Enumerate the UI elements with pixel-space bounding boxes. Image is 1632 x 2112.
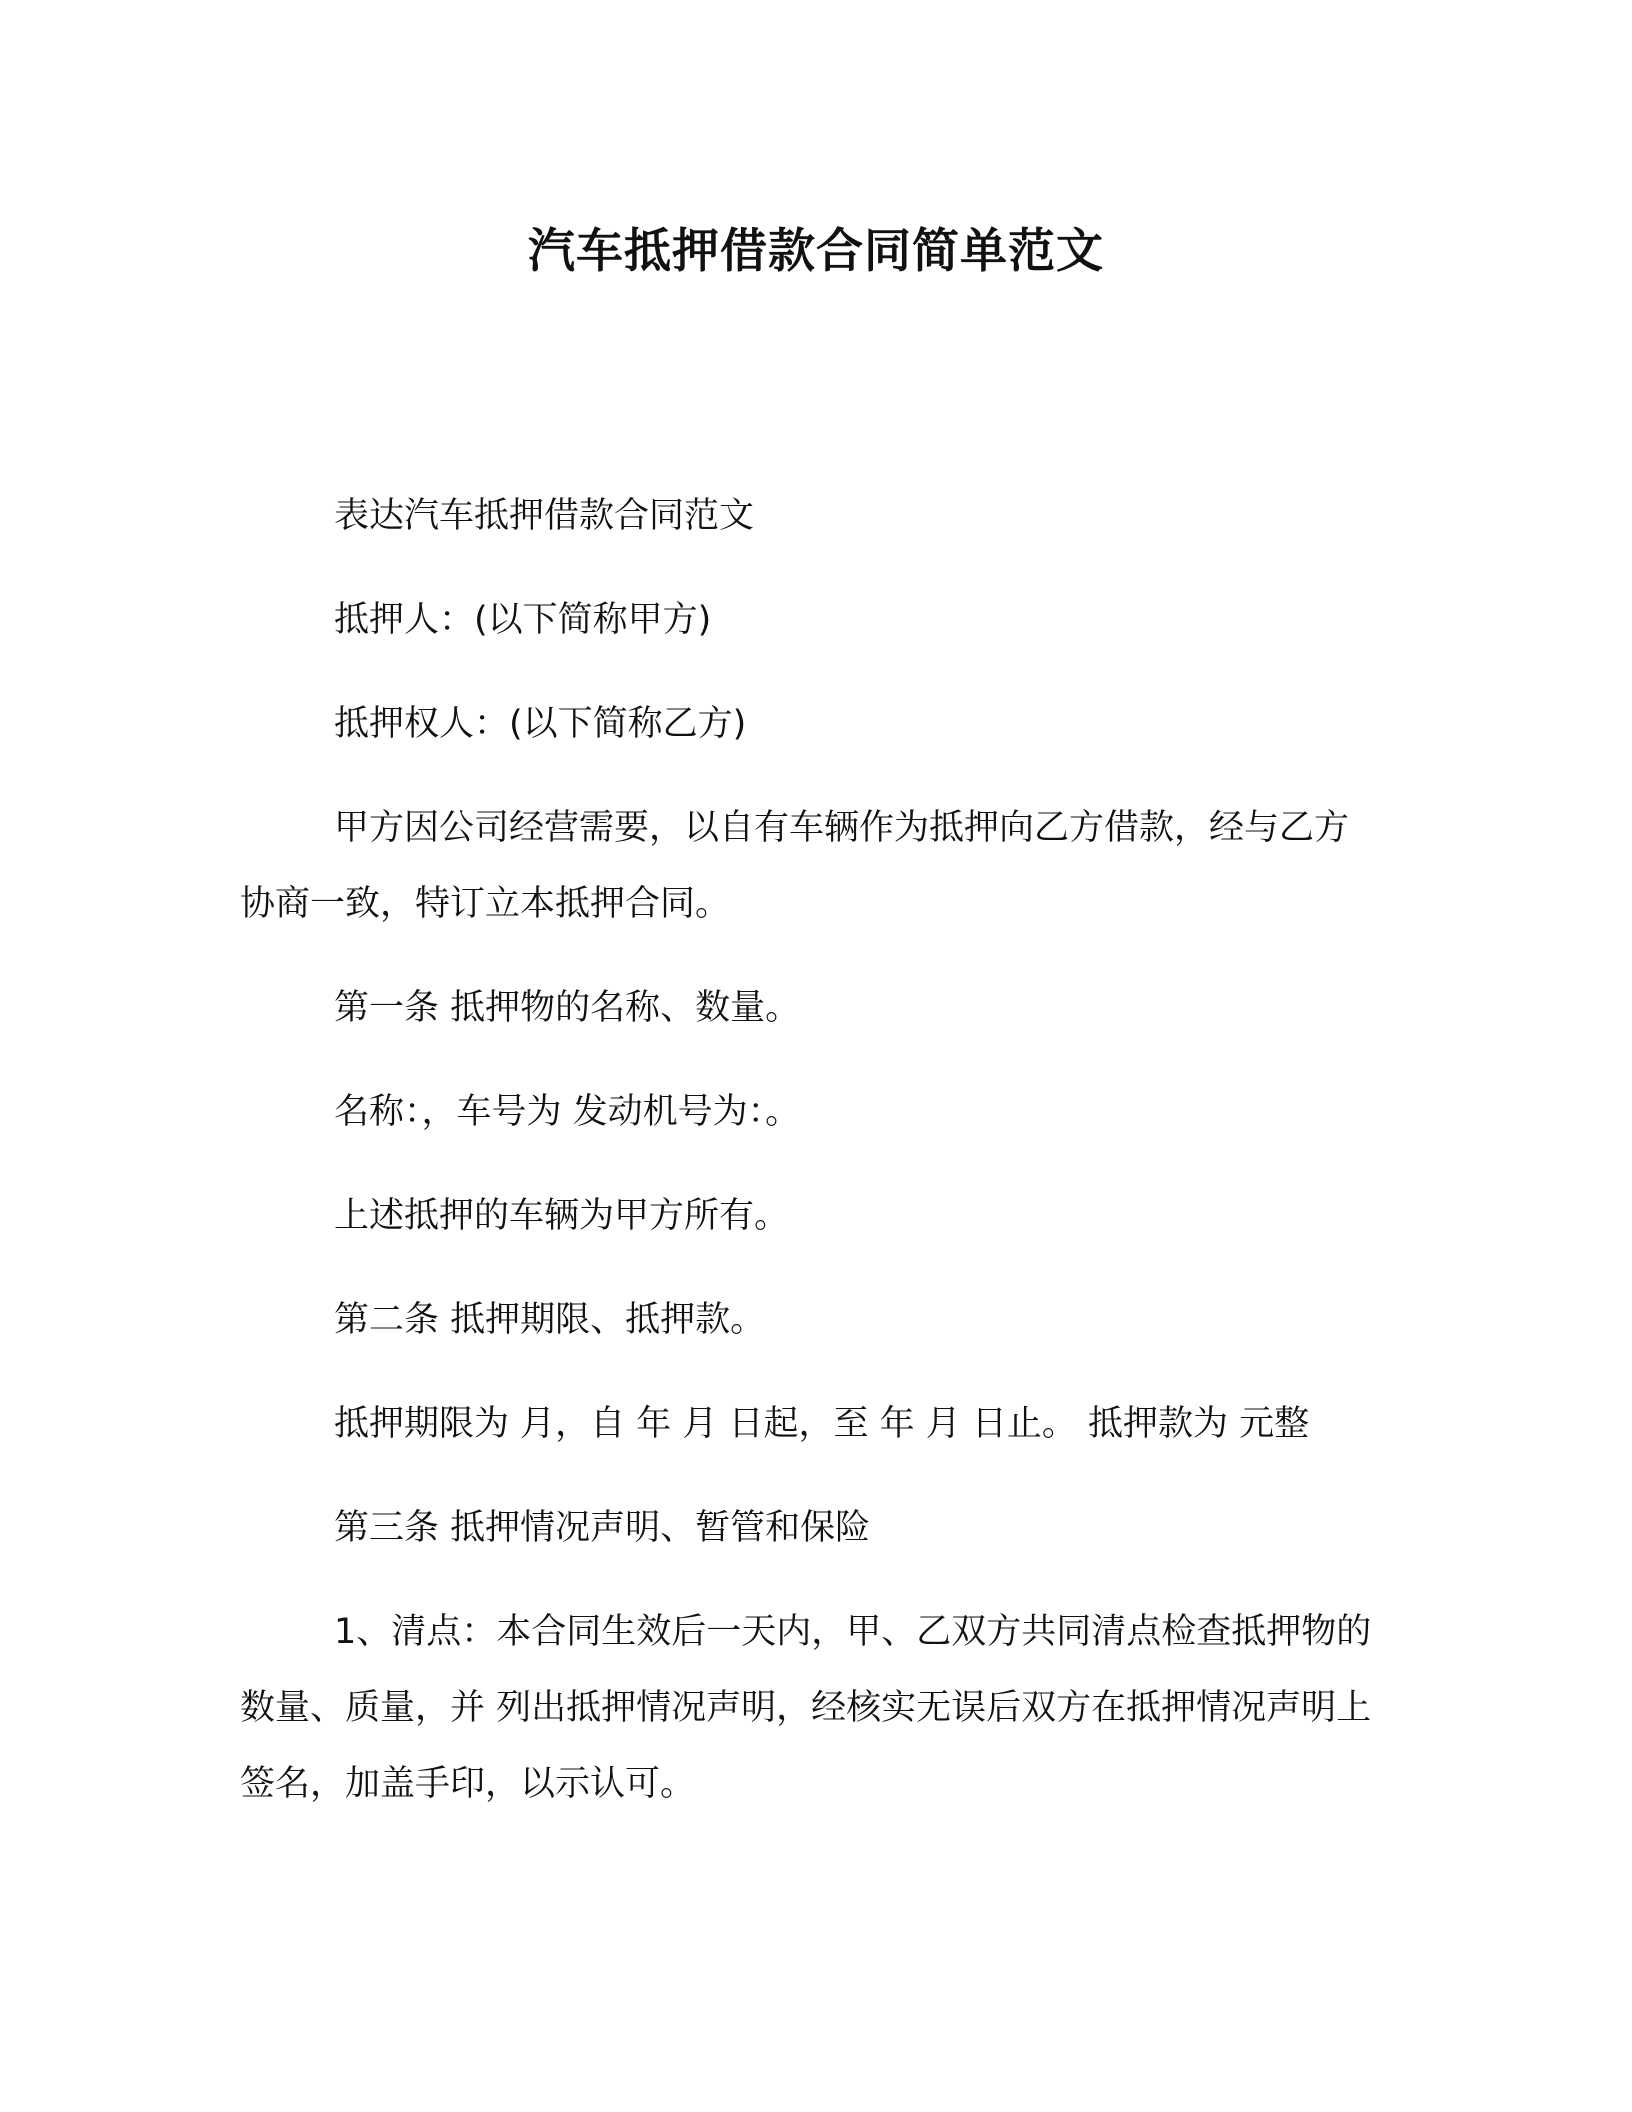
paragraph-pledgor: 抵押人：(以下简称甲方): [334, 600, 712, 640]
paragraph-ownership: 上述抵押的车辆为甲方所有。: [334, 1196, 790, 1236]
paragraph-article-2: 第二条 抵押期限、抵押款。: [334, 1300, 766, 1340]
paragraph-vehicle-name: 名称：，车号为 发动机号为：。: [334, 1092, 801, 1132]
document-title: 汽车抵押借款合同简单范文: [528, 224, 1104, 279]
paragraph-purpose: 甲方因公司经营需要，以自有车辆作为抵押向乙方借款，经与乙方协商一致，特订立本抵押合同。: [240, 808, 1350, 924]
paragraph-intro: 表达汽车抵押借款合同范文: [334, 496, 755, 536]
paragraph-pledgee: 抵押权人：(以下简称乙方): [334, 704, 747, 744]
paragraph-term: 抵押期限为 月，自 年 月 日起，至 年 月 日止。 抵押款为 元整: [334, 1404, 1310, 1444]
paragraph-inventory: 1、清点：本合同生效后一天内，甲、乙双方共同清点检查抵押物的数量、质量，并 列出抵押情况声明，经核实无误后双方在抵押情况声明上签名，加盖手印，以示认可。: [240, 1612, 1372, 1804]
paragraph-article-3: 第三条 抵押情况声明、暂管和保险: [334, 1508, 871, 1548]
paragraph-article-1: 第一条 抵押物的名称、数量。: [334, 988, 801, 1028]
